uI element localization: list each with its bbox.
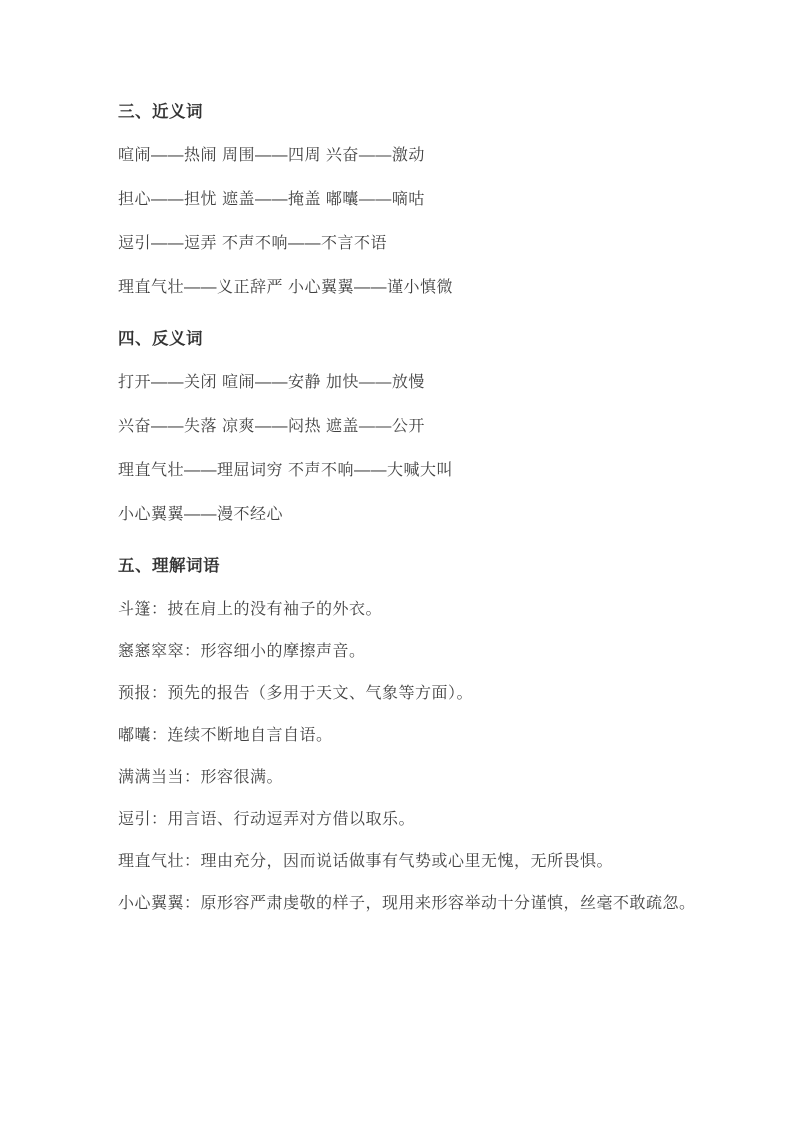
word-pair-line: 理直气壮——义正辞严 小心翼翼——谨小慎微 — [118, 279, 453, 296]
section-heading: 四、反义词 — [118, 330, 203, 348]
word-pair-line: 小心翼翼——漫不经心 — [118, 506, 284, 523]
definition-line: 理直气壮：理由充分，因而说话做事有气势或心里无愧，无所畏惧。 — [118, 853, 614, 870]
section-antonyms — [118, 330, 683, 524]
word-pair-line: 打开——关闭 喧闹——安静 加快——放慢 — [118, 374, 425, 391]
definition-line: 斗篷：披在肩上的没有袖子的外衣。 — [118, 601, 383, 618]
definition-line: 嘟囔：连续不断地自言自语。 — [118, 727, 333, 744]
section-heading: 三、近义词 — [118, 103, 203, 121]
section-word-definitions — [118, 557, 696, 913]
definition-line: 小心翼翼：原形容严肃虔敬的样子，现用来形容举动十分谨慎，丝毫不敢疏忽。 — [118, 895, 696, 912]
word-pair-line: 担心——担忧 遮盖——掩盖 嘟囔——嘀咕 — [118, 191, 425, 208]
definition-line: 满满当当：形容很满。 — [118, 769, 284, 786]
word-pair-line: 逗引——逗弄 不声不响——不言不语 — [118, 235, 387, 252]
definition-line: 预报：预先的报告（多用于天文、气象等方面）。 — [118, 685, 474, 702]
word-pair-line: 理直气壮——理屈词穷 不声不响——大喊大叫 — [118, 462, 453, 479]
word-pair-line: 喧闹——热闹 周围——四周 兴奋——激动 — [118, 147, 425, 164]
section-heading: 五、理解词语 — [118, 557, 220, 575]
word-pair-line: 兴奋——失落 凉爽——闷热 遮盖——公开 — [118, 418, 425, 435]
section-synonyms — [118, 103, 683, 297]
definition-line: 逗引：用言语、行动逗弄对方借以取乐。 — [118, 811, 416, 828]
definition-line: 窸窸窣窣：形容细小的摩擦声音。 — [118, 643, 366, 660]
